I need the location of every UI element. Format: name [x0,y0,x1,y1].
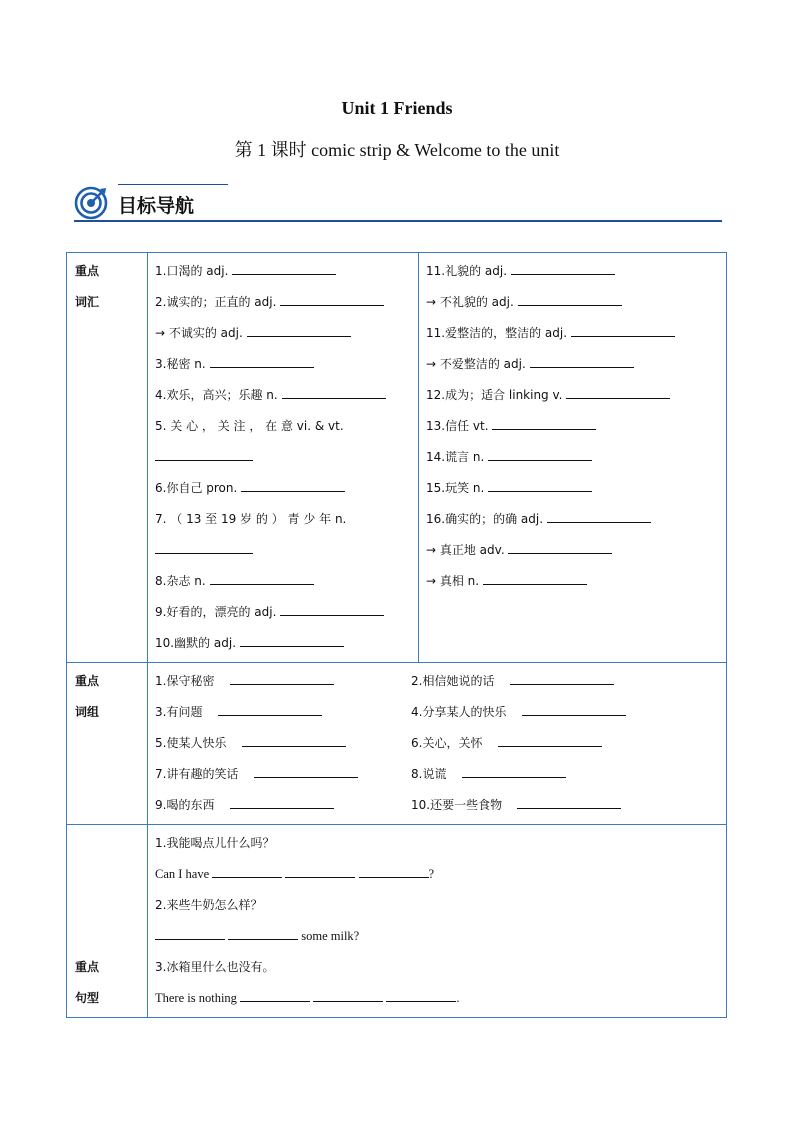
phrase-item: 4.分享某人的快乐 [411,697,667,728]
doc-subtitle: 第 1 课时 comic strip & Welcome to the unit [234,140,560,160]
sentence-en: Can I have ? [155,867,435,881]
sentence-cn: 1.我能喝点儿什么吗？ [155,836,275,850]
vocab-head-cell [67,253,148,663]
vocab-item: 8.杂志 n. [155,566,412,597]
sentences-head-2: 句型 [75,991,100,1005]
vocab-item-blank [155,535,412,566]
section-title: 目标导航 [118,195,195,217]
section-header [74,183,722,223]
vocab-item: 6.你自己 pron. [155,473,412,504]
vocab-item: 11.礼貌的 adj. [426,256,720,287]
vocab-item: 2.诚实的；正直的 adj. [155,287,412,318]
sentences-head-1: 重点 [75,960,100,974]
vocab-item: 13.信任 vt. [426,411,720,442]
vocab-item: → 不爱整洁的 adj. [426,349,720,380]
phrase-item: 3.有问题 [155,697,411,728]
phrase-item: 5.使某人快乐 [155,728,411,759]
vocab-head-2: 词汇 [75,295,100,309]
phrases-row [67,663,727,825]
sentence-en: There is nothing . [155,991,460,1005]
vocab-item: 1.口渴的 adj. [155,256,412,287]
vocab-item: → 真相 n. [426,566,720,597]
vocab-item: 4.欢乐，高兴；乐趣 n. [155,380,412,411]
phrases-cell [148,663,727,825]
vocab-item: 7. （ 13 至 19 岁 的 ） 青 少 年 n. [155,512,347,526]
vocab-row [67,253,727,663]
vocab-item: → 真正地 adv. [426,535,720,566]
vocab-item: 5. 关 心 ， 关 注 ， 在 意 vi. & vt. [155,419,344,433]
phrase-item: 10.还要一些食物 [411,790,667,821]
phrases-head-1: 重点 [75,674,100,688]
phrase-item: 8.说谎 [411,759,667,790]
objectives-table [66,252,727,1018]
sentences-head-cell [67,825,148,1018]
section-overline [118,184,228,185]
phrases-head-2: 词组 [75,705,100,719]
sentence-en: some milk? [155,921,720,952]
sentence-cn: 3.冰箱里什么也没有。 [155,960,275,974]
sentence-cn: 2.来些牛奶怎么样？ [155,898,263,912]
vocab-item: → 不诚实的 adj. [155,318,412,349]
phrase-item: 7.讲有趣的笑话 [155,759,411,790]
section-underline [74,220,722,222]
phrase-item: 2.相信她说的话 [411,666,667,697]
vocab-right-cell [419,253,727,663]
target-icon [74,186,108,220]
vocab-item: 15.玩笑 n. [426,473,720,504]
phrase-item: 1.保守秘密 [155,666,411,697]
vocab-item: 9.好看的，漂亮的 adj. [155,597,412,628]
vocab-left-cell [148,253,419,663]
vocab-item: 10.幽默的 adj. [155,628,412,659]
vocab-item: 11.爱整洁的，整洁的 adj. [426,318,720,349]
vocab-item: 3.秘密 n. [155,349,412,380]
doc-title: Unit 1 Friends [341,98,453,118]
vocab-item: 14.谎言 n. [426,442,720,473]
vocab-item: 12.成为；适合 linking v. [426,380,720,411]
vocab-item: 16.确实的；的确 adj. [426,504,720,535]
sentences-row [67,825,727,1018]
sentences-cell [148,825,727,1018]
vocab-head-1: 重点 [75,264,100,278]
phrase-item: 9.喝的东西 [155,790,411,821]
phrase-item: 6.关心，关怀 [411,728,667,759]
vocab-item: → 不礼貌的 adj. [426,287,720,318]
vocab-item-blank [155,442,412,473]
phrases-head-cell [67,663,148,825]
